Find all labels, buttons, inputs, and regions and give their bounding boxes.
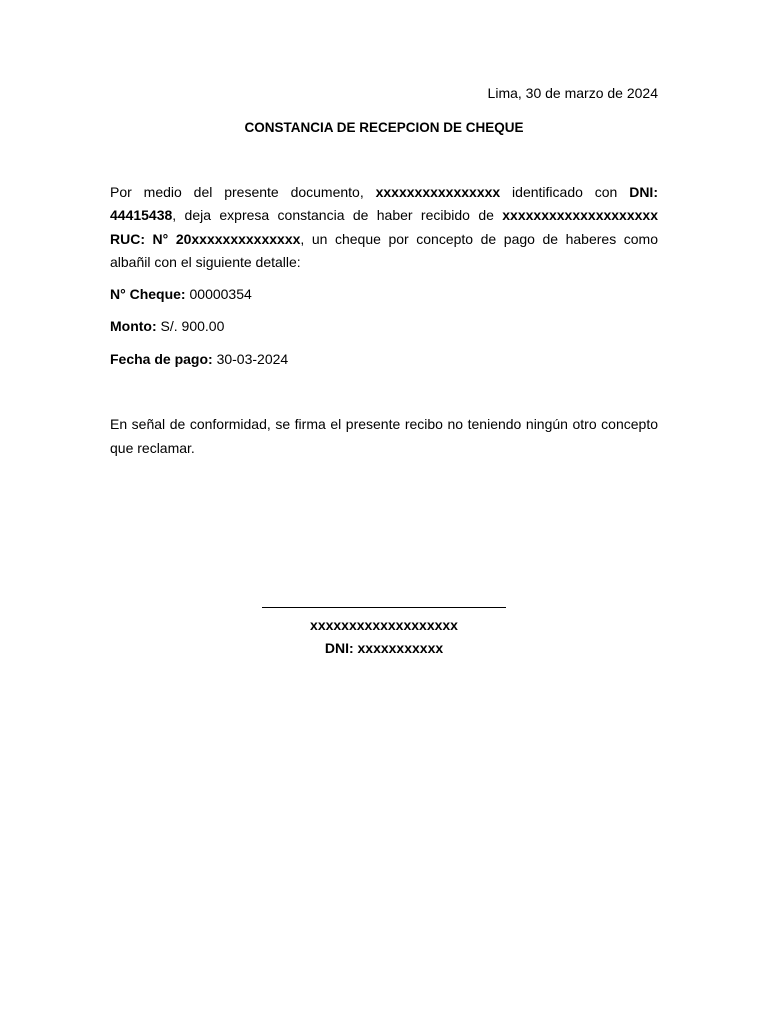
detail-fecha (110, 351, 658, 368)
date-line: Lima, 30 de marzo de 2024 (487, 85, 658, 101)
cheque-label: N° Cheque: (110, 286, 186, 302)
issuer-company: xxxxxxxxxxxxxxxxxxxx RUC: N° 20xxxxxxxxxxxxxx (110, 207, 658, 247)
recipient-name: xxxxxxxxxxxxxxxx (375, 184, 501, 200)
signature-line (262, 607, 506, 608)
signature-name: xxxxxxxxxxxxxxxxxxx (310, 617, 458, 633)
fecha-label: Fecha de pago: (110, 351, 213, 367)
intro-paragraph (110, 181, 658, 274)
document-title: CONSTANCIA DE RECEPCION DE CHEQUE (244, 120, 524, 135)
intro-text-2: identificado con (500, 184, 630, 200)
intro-text-3: , deja expresa constancia de haber recibido de (172, 207, 503, 224)
detail-cheque (110, 286, 658, 303)
signature-dni: DNI: xxxxxxxxxxx (324, 640, 444, 656)
monto-label: Monto: (110, 318, 157, 334)
recipient-dni: DNI: 44415438 (110, 184, 658, 224)
closing-paragraph: En señal de conformidad, se firma el presente recibo no teniendo ningún otro concepto que reclamar. (110, 416, 658, 456)
intro-text-4: , un cheque por concepto de pago de haberes como albañil con el siguiente detalle: (110, 230, 658, 270)
intro-text-1: Por medio del presente documento, (110, 184, 376, 200)
cheque-value: 00000354 (185, 286, 252, 302)
detail-monto (110, 318, 658, 335)
fecha-value: 30-03-2024 (212, 351, 289, 367)
monto-value: S/. 900.00 (156, 318, 225, 334)
